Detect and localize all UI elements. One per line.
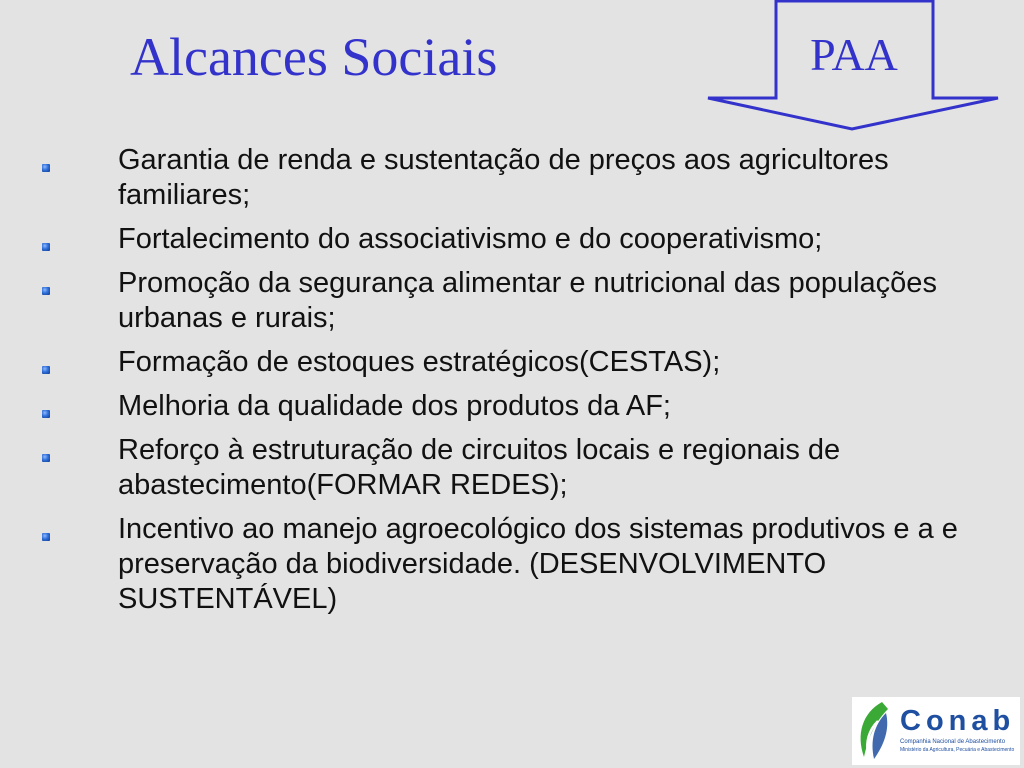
bullet-item: [40, 512, 980, 617]
bullet-text: Formação de estoques estratégicos(CESTAS);: [118, 346, 721, 378]
bullet-text: Melhoria da qualidade dos produtos da AF;: [118, 390, 671, 422]
logo-subtitle: Companhia Nacional de Abastecimento: [900, 739, 1006, 745]
bullet-item: [40, 433, 980, 503]
bullet-text: Promoção da segurança alimentar e nutricional das populações urbanas e rurais;: [118, 267, 937, 334]
slide-title: Alcances Sociais: [130, 27, 498, 87]
bullet-text: Reforço à estruturação de circuitos locais e regionais de abastecimento(FORMAR REDES);: [118, 434, 841, 501]
arrow-label: PAA: [810, 29, 898, 80]
bullet-icon: [42, 533, 50, 541]
bullet-icon: [42, 243, 50, 251]
bullet-item: [40, 266, 980, 336]
logo-wordmark: Conab: [900, 705, 1016, 737]
bullet-item: [40, 345, 980, 380]
conab-logo: [852, 697, 1020, 765]
bullet-item: [40, 389, 980, 424]
bullet-icon: [42, 454, 50, 462]
bullet-icon: [42, 366, 50, 374]
bullet-text: Incentivo ao manejo agroecológico dos sistemas produtivos e a e preservação da biodiversidade. (DESENVOLVIMENTO SUSTENTÁVEL): [118, 513, 958, 615]
bullet-list: [40, 143, 980, 626]
bullet-icon: [42, 287, 50, 295]
leaf-icon: [854, 699, 896, 763]
bullet-item: [40, 222, 980, 257]
logo-ministry: Ministério da Agricultura, Pecuária e Abastecimento: [900, 747, 1015, 753]
bullet-icon: [42, 164, 50, 172]
bullet-text: Fortalecimento do associativismo e do cooperativismo;: [118, 223, 823, 255]
bullet-icon: [42, 410, 50, 418]
bullet-item: [40, 143, 980, 213]
bullet-text: Garantia de renda e sustentação de preços aos agricultores familiares;: [118, 144, 889, 211]
